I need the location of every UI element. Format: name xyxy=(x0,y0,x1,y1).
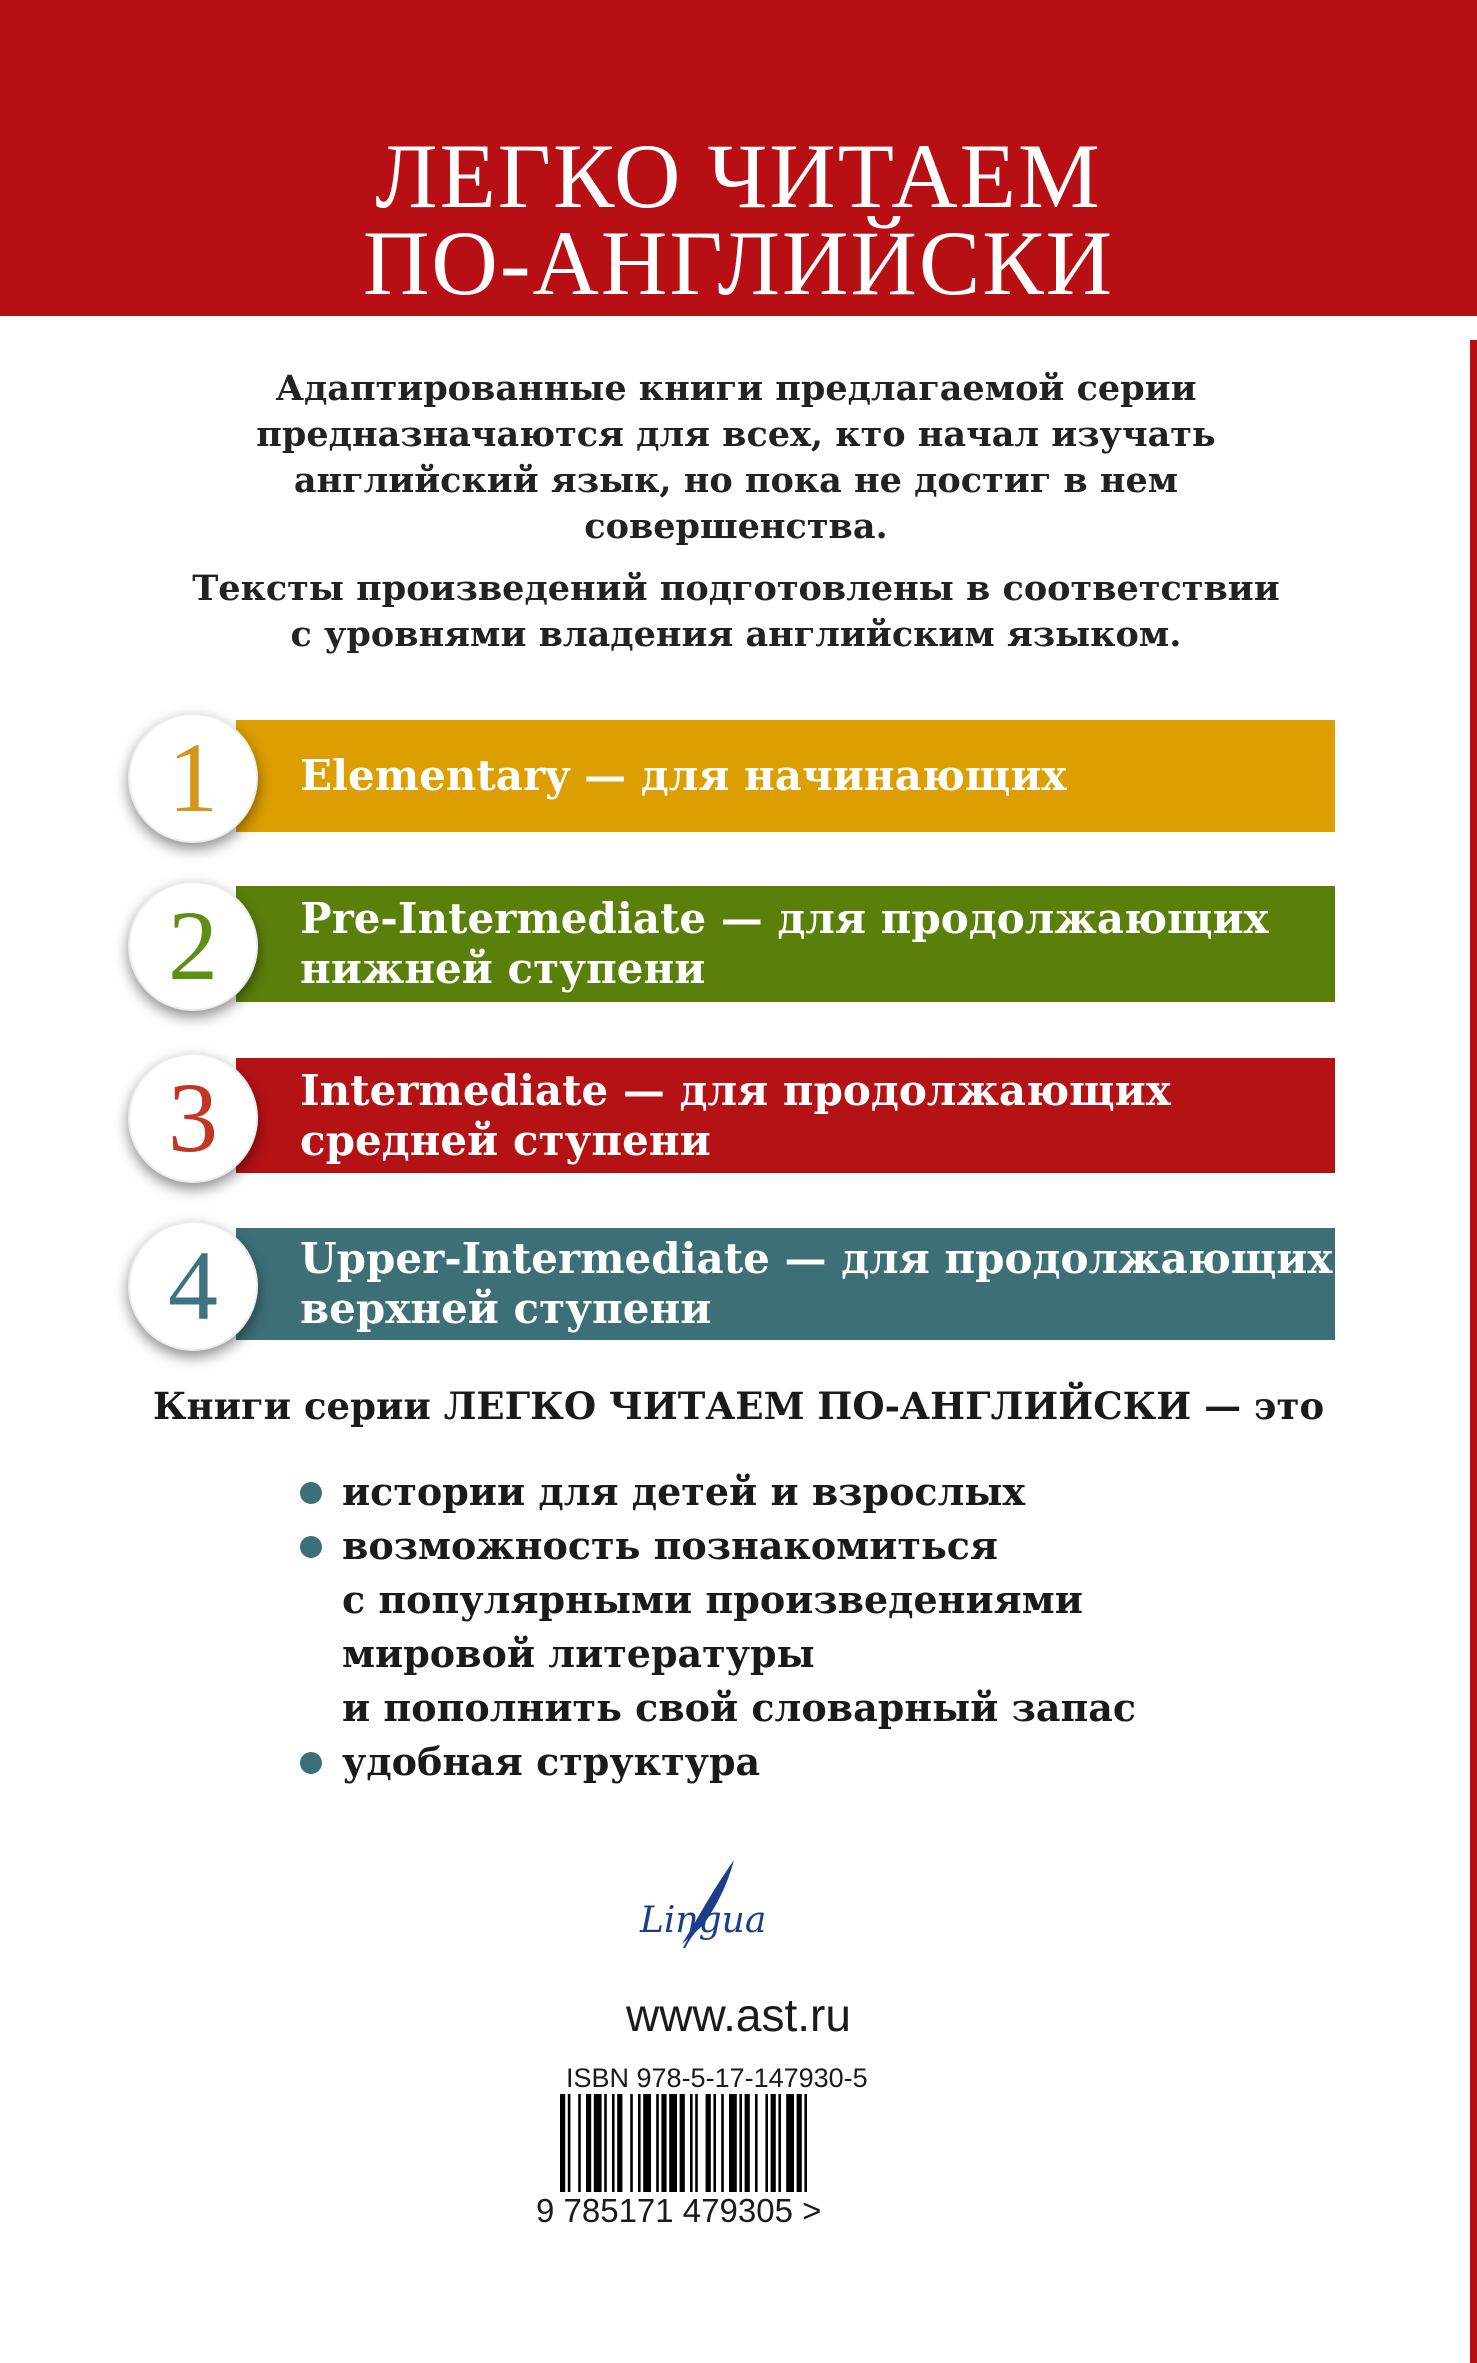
level-1-label-line1: Elementary — для начинающих xyxy=(300,751,1067,800)
level-3-row xyxy=(168,1058,1335,1173)
publisher-logo: Lingua xyxy=(640,1900,767,1941)
website-url: www.ast.ru xyxy=(626,1989,851,2041)
level-4-label xyxy=(300,1234,1332,1334)
level-3-label-line1: Intermediate — для продолжающих xyxy=(300,1065,1171,1115)
level-3-label-line2: средней ступени xyxy=(300,1115,711,1165)
intro-line: с уровнями владения английским языком. xyxy=(290,614,1182,655)
bullet-icon xyxy=(300,1482,322,1504)
intro-line: совершенства. xyxy=(584,506,888,547)
intro-paragraph-1 xyxy=(86,366,1386,550)
list-item-text: возможность познакомиться xyxy=(342,1523,998,1568)
right-edge-stripe xyxy=(1470,340,1477,2363)
intro-line: Тексты произведений подготовлены в соответствии xyxy=(192,568,1280,609)
title-line-1: ЛЕГКО ЧИТАЕМ xyxy=(375,125,1102,227)
level-1-label xyxy=(300,751,1067,801)
intro-line: предназначаются для всех, кто начал изучать xyxy=(256,414,1216,455)
features-list xyxy=(300,1465,1136,1789)
list-item-continuation: мировой литературы xyxy=(342,1631,815,1676)
level-4-row xyxy=(168,1228,1335,1341)
bullet-icon xyxy=(300,1536,322,1558)
list-item-text: истории для детей и взрослых xyxy=(342,1469,1026,1514)
list-item-text: удобная структура xyxy=(342,1739,761,1784)
list-item-continuation: и пополнить свой словарный запас xyxy=(342,1685,1137,1730)
level-2-row xyxy=(168,886,1335,1002)
level-3-number-badge: 3 xyxy=(128,1053,258,1183)
intro-line: Адаптированные книги предлагаемой серии xyxy=(275,368,1197,409)
level-2-label xyxy=(300,894,1269,994)
level-4-number-badge: 4 xyxy=(128,1221,258,1351)
level-2-label-line2: нижней ступени xyxy=(300,944,706,993)
intro-paragraph-2 xyxy=(86,566,1386,658)
list-item xyxy=(300,1465,1136,1519)
list-item-continuation: с популярными произведениями xyxy=(342,1577,1083,1622)
title-banner xyxy=(0,0,1477,316)
level-2-label-line1: Pre-Intermediate — для продолжающих xyxy=(300,894,1269,943)
list-item xyxy=(300,1735,1136,1789)
level-4-label-line1: Upper-Intermediate — для продолжающих xyxy=(300,1234,1333,1283)
bullet-icon xyxy=(300,1752,322,1774)
isbn-text: ISBN 978-5-17-147930-5 xyxy=(566,2063,868,2093)
level-4-label-line2: верхней ступени xyxy=(300,1284,712,1333)
barcode-digits: 9 785171 479305 > xyxy=(532,2192,825,2230)
series-heading: Книги серии ЛЕГКО ЧИТАЕМ ПО-АНГЛИЙСКИ — это xyxy=(152,1384,1325,1428)
intro-line: английский язык, но пока не достиг в нем xyxy=(293,460,1179,501)
level-1-number-badge: 1 xyxy=(128,713,258,843)
list-item xyxy=(300,1519,1136,1573)
level-1-row xyxy=(168,720,1335,833)
level-2-number-badge: 2 xyxy=(128,881,258,1011)
level-3-label xyxy=(300,1066,1171,1166)
title-line-2: ПО-АНГЛИЙСКИ xyxy=(362,212,1115,314)
